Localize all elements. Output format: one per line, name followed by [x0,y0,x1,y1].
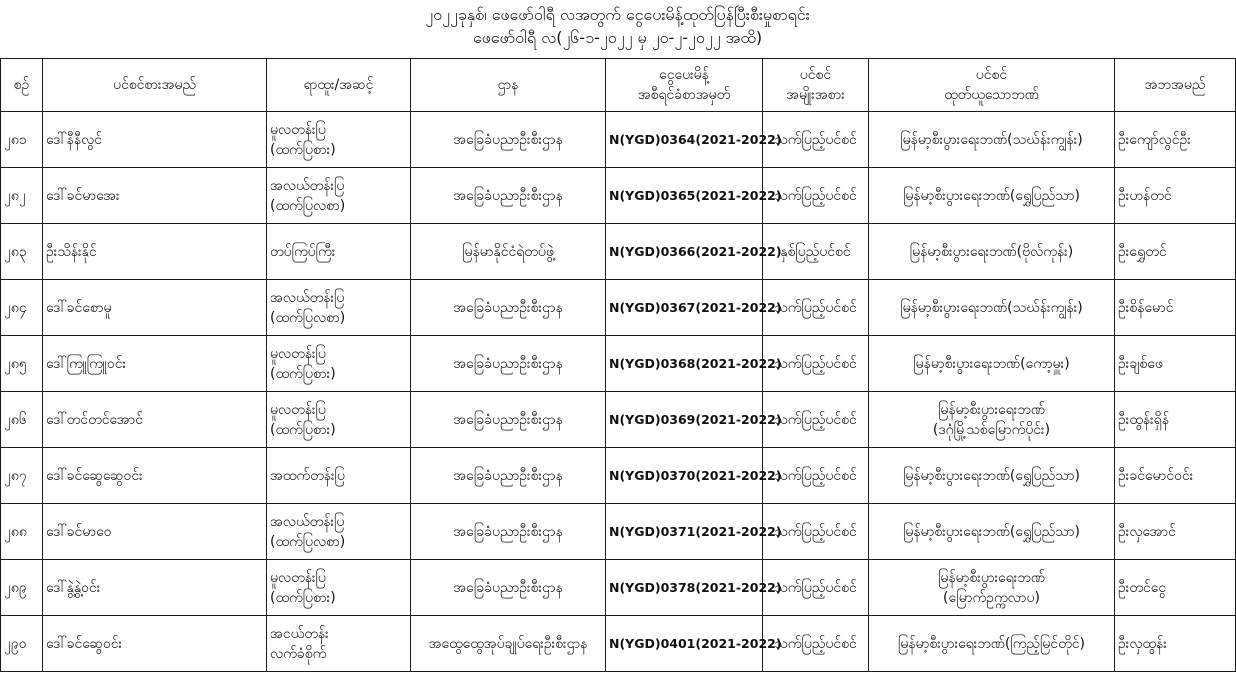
father-name-cell [1115,504,1236,560]
col-rank-header [267,59,411,112]
bank-cell-text: မြန်မာ့စီးပွားရေးဘဏ် [938,401,1045,418]
rank-cell [267,112,411,168]
pension-type-cell-text: သက်ပြည့်ပင်စင် [774,411,857,428]
department-cell [411,616,606,672]
pensioner-name-cell-text: ဒေါ်ခင်စောမူ [46,299,112,316]
rank-cell-text: တပ်ကြပ်ကြီး [270,243,336,260]
pension-type-cell-text: သက်ပြည့်ပင်စင် [774,187,857,204]
report-number-cell [606,168,782,224]
rank-cell [267,392,411,448]
table-row [1,448,1236,504]
table-row [1,616,1236,672]
header-label-line2: အမျိုးအစား [786,87,845,103]
col-report-no-header [606,59,763,112]
serial-number-cell-text: ၂၈၆ [4,411,27,428]
report-number-cell-text: N(YGD)0369(2021-2022) [609,411,782,427]
table-row [1,560,1236,616]
department-cell-text: မြန်မာနိုင်ငံရဲတပ်ဖွဲ့ [462,243,554,260]
col-name-header [43,59,267,112]
department-cell-text: အခြေခံပညာဦးစီးဌာန [453,467,563,484]
serial-number-cell [1,280,43,336]
father-name-cell [1115,560,1236,616]
rank-cell-text: အငယ်တန်း [270,625,329,642]
rank-cell-text: (ထက်ပြစား) [270,365,336,382]
report-number-cell-text: N(YGD)0370(2021-2022) [609,467,782,483]
rank-cell-text: (ထက်ပြစား) [270,141,336,158]
pension-type-cell [763,616,869,672]
serial-number-cell [1,616,43,672]
father-name-cell [1115,392,1236,448]
header-label: ပင်စင် [975,67,1008,83]
bank-cell-text: မြန်မာ့စီးပွားရေးဘဏ်(သဃ်န်းကျွန်း) [900,299,1083,316]
department-cell-text: အခြေခံပညာဦးစီးဌာန [453,187,563,204]
bank-cell-text: မြန်မာ့စီးပွားရေးဘဏ်(ရွှေပြည်သာ) [903,523,1080,540]
col-father-name-header [1115,59,1236,112]
bank-cell [869,616,1115,672]
bank-cell-text: (မြောက်ဥက္ကလာပ) [943,589,1040,606]
report-number-cell [606,280,782,336]
serial-number-cell-text: ၂၈၂ [4,187,26,204]
father-name-cell [1115,448,1236,504]
report-number-cell [606,336,782,392]
col-dept-header [411,59,606,112]
report-number-cell [606,616,782,672]
father-name-cell [1115,336,1236,392]
pension-type-cell-text: သက်ပြည့်ပင်စင် [774,635,857,652]
table-row [1,280,1236,336]
rank-cell-text: လက်ခံစိုက် [270,645,327,662]
pensioner-name-cell [43,448,267,504]
pension-type-cell [763,448,869,504]
pension-type-cell-text: သက်ပြည့်ပင်စင် [774,467,857,484]
pensioner-name-cell-text: ဒေါ်ခင်ဆွေဆွေဝင်း [46,467,143,484]
bank-cell [869,448,1115,504]
report-number-cell [606,504,782,560]
bank-cell [869,224,1115,280]
table-row [1,336,1236,392]
report-number-cell [606,224,782,280]
serial-number-cell [1,224,43,280]
serial-number-cell [1,112,43,168]
report-number-cell-text: N(YGD)0367(2021-2022) [609,299,782,315]
father-name-cell-text: ဦးခင်မောင်ဝင်း [1118,467,1194,484]
report-number-cell [606,392,782,448]
serial-number-cell-text: ၂၈၃ [4,243,27,260]
bank-cell-text: မြန်မာ့စီးပွားရေးဘဏ်(ဗိုလ်ကုန်း) [909,243,1074,260]
pension-table [0,58,1236,672]
rank-cell-text: (ထက်ပြလစာ) [270,533,346,550]
document-header [0,0,1235,58]
pension-type-cell [763,168,869,224]
bank-cell-text: မြန်မာ့စီးပွားရေးဘဏ် [938,569,1045,586]
pensioner-name-cell-text: ဒေါ်ခင်ဆွေဝင်း [46,635,123,652]
father-name-cell [1115,616,1236,672]
pensioner-name-cell-text: ဒေါ်ကြူကြူဝင်း [46,355,127,372]
bank-cell [869,336,1115,392]
serial-number-cell [1,392,43,448]
serial-number-cell-text: ၂၈၁ [4,131,27,148]
header-label: စဉ် [13,77,30,93]
rank-cell [267,448,411,504]
bank-cell-text: မြန်မာ့စီးပွားရေးဘဏ်(ရွှေပြည်သာ) [903,187,1080,204]
pensioner-name-cell-text: ဒေါ်ခင်မာဝေ [46,523,112,540]
pensioner-name-cell [43,504,267,560]
bank-cell [869,504,1115,560]
col-pension-type-header [763,59,869,112]
serial-number-cell [1,336,43,392]
department-cell-text: အခြေခံပညာဦးစီးဌာန [453,579,563,596]
department-cell [411,280,606,336]
department-cell [411,224,606,280]
father-name-cell [1115,168,1236,224]
pensioner-name-cell-text: ဒေါ်နီနီလွင် [46,131,103,148]
department-cell-text: အခြေခံပညာဦးစီးဌာန [453,411,563,428]
pension-type-cell-text: သက်ပြည့်ပင်စင် [774,355,857,372]
rank-cell [267,280,411,336]
department-cell [411,560,606,616]
report-number-cell [606,448,782,504]
pension-type-cell-text: သက်ပြည့်ပင်စင် [774,579,857,596]
pensioner-name-cell [43,336,267,392]
serial-number-cell-text: ၂၈၅ [4,355,27,372]
pensioner-name-cell [43,224,267,280]
document-subtitle: ဖေဖော်ဝါရီ လ(၂၆-၁-၂၀၂၂ မှ ၂၀-၂-၂၀၂၂ အထိ) [472,28,763,47]
father-name-cell-text: ဦးစိန်မောင် [1118,299,1174,316]
rank-cell-text: မူလတန်းပြ [270,569,326,586]
pension-type-cell-text: သက်ပြည့်ပင်စင် [774,523,857,540]
father-name-cell-text: ဦးချစ်ဖေ [1118,355,1163,372]
pension-type-cell-text: သက်ပြည့်ပင်စင် [774,131,857,148]
serial-number-cell [1,560,43,616]
pension-type-cell [763,560,869,616]
rank-cell-text: (ထက်ပြလစာ) [270,309,346,326]
serial-number-cell [1,448,43,504]
header-label: ဌာန [497,77,519,93]
report-number-cell [606,112,782,168]
father-name-cell [1115,280,1236,336]
department-cell-text: အထွေထွေအုပ်ချုပ်ရေးဦးစီးဌာန [428,635,588,652]
department-cell [411,504,606,560]
department-cell-text: အခြေခံပညာဦးစီးဌာန [453,131,563,148]
table-header-row [1,59,1236,112]
report-number-cell-text: N(YGD)0366(2021-2022) [609,243,782,259]
header-label-line2: အစီရင်ခံစာအမှတ် [637,87,731,103]
rank-cell-text: (ထက်ပြစား) [270,589,336,606]
header-label: ရာထူး/အဆင့် [303,77,374,93]
bank-cell [869,392,1115,448]
report-number-cell-text: N(YGD)0371(2021-2022) [609,523,782,539]
pension-type-cell-text: သက်ပြည့်ပင်စင် [774,299,857,316]
department-cell [411,392,606,448]
father-name-cell-text: ဦးတင်ငွေ [1118,579,1167,596]
col-no-header [1,59,43,112]
bank-cell [869,280,1115,336]
table-row [1,112,1236,168]
father-name-cell [1115,224,1236,280]
serial-number-cell-text: ၂၈၄ [4,299,27,316]
bank-cell-text: မြန်မာ့စီးပွားရေးဘဏ်(ရွှေပြည်သာ) [903,467,1080,484]
rank-cell-text: အထက်တန်းပြ [270,467,345,484]
rank-cell [267,560,411,616]
rank-cell-text: အလယ်တန်းပြ [270,289,345,306]
pension-type-cell [763,280,869,336]
pensioner-name-cell [43,616,267,672]
father-name-cell [1115,112,1236,168]
header-label-line2: ထုတ်ယူသောဘဏ် [944,87,1039,103]
rank-cell-text: အလယ်တန်းပြ [270,177,345,194]
pension-type-cell [763,392,869,448]
pension-type-cell [763,504,869,560]
department-cell-text: အခြေခံပညာဦးစီးဌာန [453,523,563,540]
serial-number-cell [1,504,43,560]
rank-cell-text: မူလတန်းပြ [270,121,326,138]
serial-number-cell-text: ၂၈၇ [4,467,27,484]
serial-number-cell-text: ၂၉၀ [4,635,27,652]
report-number-cell-text: N(YGD)0401(2021-2022) [609,635,782,651]
pensioner-name-cell [43,560,267,616]
father-name-cell-text: ဦးရွှေတင် [1118,243,1167,260]
father-name-cell-text: ဦးဟန်တင် [1118,187,1172,204]
rank-cell [267,168,411,224]
rank-cell-text: အလယ်တန်းပြ [270,513,345,530]
bank-cell-text: မြန်မာ့စီးပွားရေးဘဏ်(ကြည့်မြင်တိုင်) [898,635,1085,652]
rank-cell-text: (ထက်ပြစား) [270,421,336,438]
rank-cell [267,504,411,560]
report-number-cell-text: N(YGD)0365(2021-2022) [609,187,782,203]
pension-type-cell [763,112,869,168]
father-name-cell-text: ဦးကျော်လွင်ဦး [1118,131,1191,148]
pensioner-name-cell [43,168,267,224]
bank-cell [869,560,1115,616]
document-title: ၂၀၂၂ခုနှစ်၊ ဖေဖော်ဝါရီ လအတွက် ငွေပေးမိန့်ထုတ်ပြန်ပြီးစီးမှုစာရင်း [425,5,810,24]
serial-number-cell-text: ၂၈၈ [4,523,27,540]
rank-cell-text: (ထက်ပြလစာ) [270,197,346,214]
pensioner-name-cell-text: ဒေါ်နွဲ့နွဲ့ဝင်း [46,579,101,596]
report-number-cell [606,560,782,616]
table-row [1,168,1236,224]
father-name-cell-text: ဦးလှထွန်း [1118,635,1167,652]
rank-cell-text: မူလတန်းပြ [270,345,326,362]
pension-type-cell [763,336,869,392]
report-number-cell-text: N(YGD)0364(2021-2022) [609,131,782,147]
header-label: ပင်စင်စားအမည် [113,77,196,93]
report-number-cell-text: N(YGD)0378(2021-2022) [609,579,782,595]
rank-cell-text: မူလတန်းပြ [270,401,326,418]
pension-type-cell-text: နှစ်ပြည့်ပင်စင် [780,243,851,260]
header-label: ငွေပေးမိန့် [659,67,709,83]
pensioner-name-cell [43,112,267,168]
col-bank-header [869,59,1115,112]
bank-cell-text: မြန်မာ့စီးပွားရေးဘဏ်(ကော့မှူး) [913,355,1070,372]
bank-cell [869,168,1115,224]
table-row [1,504,1236,560]
rank-cell [267,616,411,672]
report-number-cell-text: N(YGD)0368(2021-2022) [609,355,782,371]
serial-number-cell [1,168,43,224]
department-cell-text: အခြေခံပညာဦးစီးဌာန [453,299,563,316]
table-row [1,392,1236,448]
rank-cell [267,224,411,280]
department-cell [411,168,606,224]
department-cell [411,448,606,504]
department-cell [411,112,606,168]
pensioner-name-cell-text: ဒေါ်ခင်မာအေး [46,187,120,204]
pensioner-name-cell-text: ဒေါ်တင်တင်အောင် [46,411,143,428]
bank-cell [869,112,1115,168]
pensioner-name-cell [43,280,267,336]
bank-cell-text: မြန်မာ့စီးပွားရေးဘဏ်(သဃ်န်းကျွန်း) [900,131,1083,148]
father-name-cell-text: ဦးထွန်းရှိန် [1118,411,1169,428]
department-cell [411,336,606,392]
serial-number-cell-text: ၂၈၉ [4,579,27,596]
header-label: အဘအမည် [1144,77,1206,93]
department-cell-text: အခြေခံပညာဦးစီးဌာန [453,355,563,372]
bank-cell-text: (ဒဂုံမြို့သစ်မြောက်ပိုင်း) [932,421,1051,438]
rank-cell [267,336,411,392]
pensioner-name-cell-text: ဦးသိန်းနိုင် [46,243,97,260]
header-label: ပင်စင် [799,67,832,83]
father-name-cell-text: ဦးလှအောင် [1118,523,1176,540]
table-row [1,224,1236,280]
pensioner-name-cell [43,392,267,448]
